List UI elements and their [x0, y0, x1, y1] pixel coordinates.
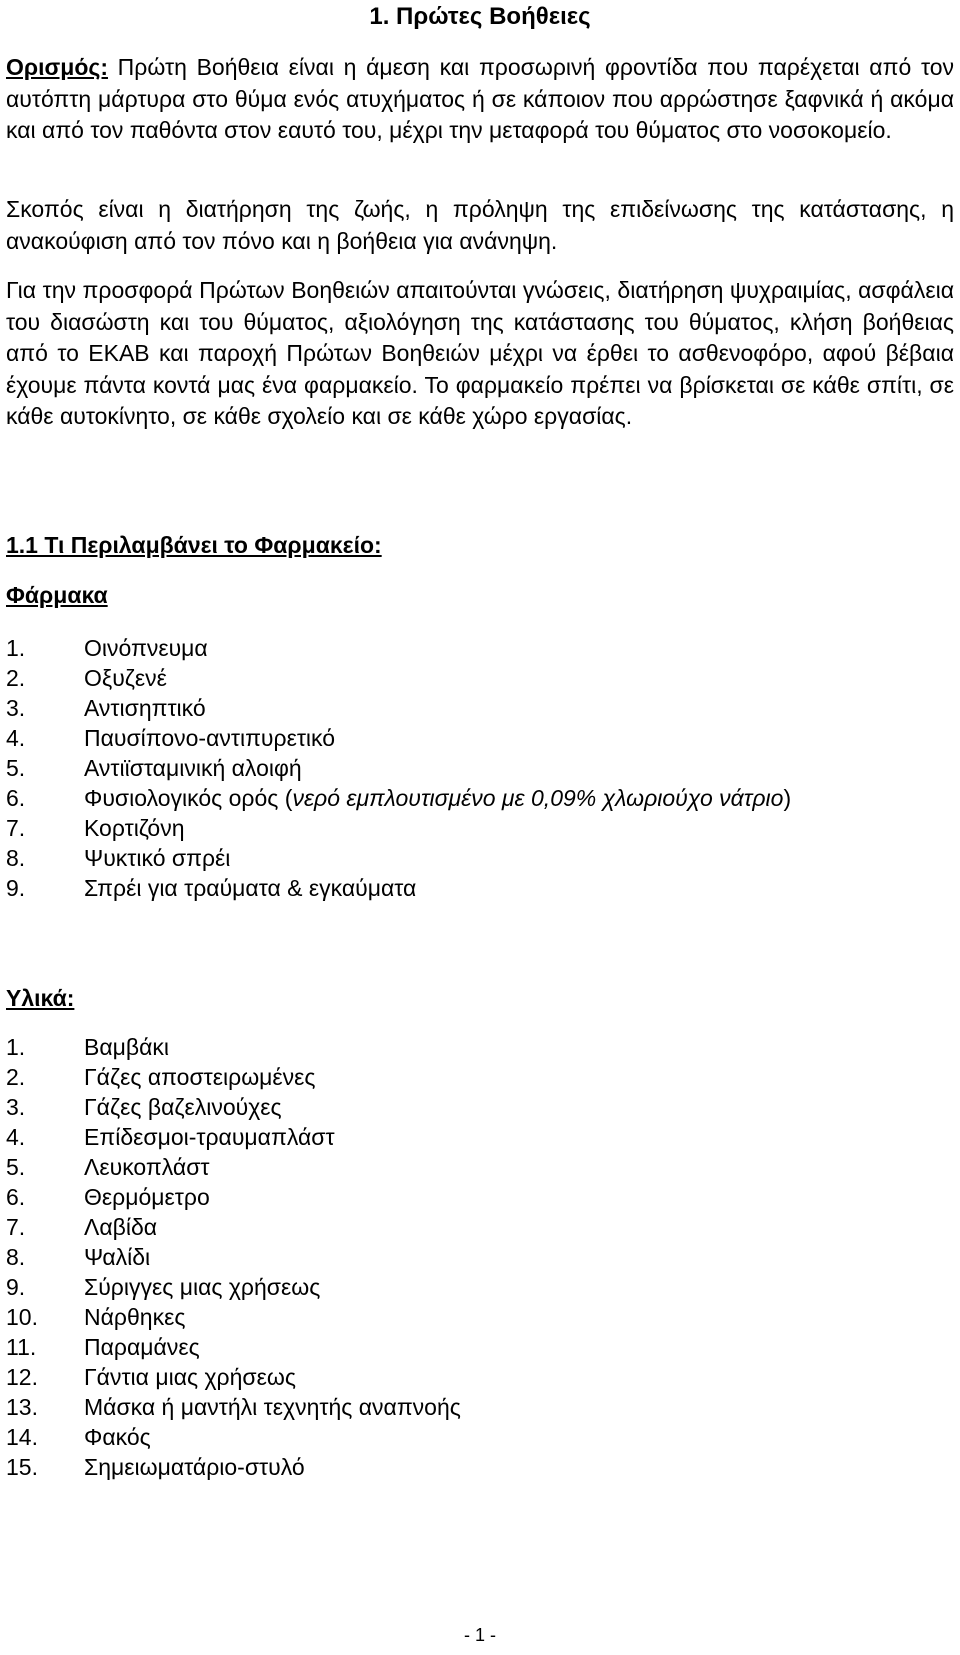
list-item — [6, 843, 791, 873]
list-item-number: 5. — [6, 755, 26, 781]
list-item-note: νερό εμπλουτισμένο με 0,09% χλωριούχο νάτριο — [292, 785, 784, 811]
list-item — [6, 1242, 461, 1272]
list-item-text: Σύριγγες μιας χρήσεως — [84, 1274, 321, 1300]
list-item — [6, 663, 791, 693]
list-item-text: Ψαλίδι — [84, 1244, 151, 1270]
list-item-number: 4. — [6, 725, 26, 751]
definition-label: Ορισμός: — [6, 54, 108, 80]
list-item-number: 1. — [6, 635, 26, 661]
list-item — [6, 1092, 461, 1122]
list-item-number: 11. — [6, 1334, 37, 1360]
list-item-text: Φακός — [84, 1424, 151, 1450]
list-item-text: Γάντια μιας χρήσεως — [84, 1364, 296, 1390]
list-item-text: Γάζες αποστειρωμένες — [84, 1064, 316, 1090]
list-item — [6, 1452, 461, 1482]
list-item — [6, 873, 791, 903]
list-item-text: Λαβίδα — [84, 1214, 158, 1240]
list-item — [6, 753, 791, 783]
list-item — [6, 1332, 461, 1362]
list-item-number: 13. — [6, 1394, 38, 1420]
list-item — [6, 1272, 461, 1302]
list-item — [6, 1152, 461, 1182]
list-item-number: 5. — [6, 1154, 26, 1180]
materials-heading: Υλικά: — [6, 985, 75, 1011]
list-item — [6, 1182, 461, 1212]
list-item-suffix: ) — [783, 785, 792, 811]
list-item-number: 3. — [6, 1094, 26, 1120]
section-heading: 1.1 Τι Περιλαμβάνει το Φαρμακείο: — [6, 532, 382, 558]
list-item-number: 1. — [6, 1034, 26, 1060]
list-item-number: 10. — [6, 1304, 38, 1330]
list-item — [6, 783, 791, 813]
list-item-text: Παυσίπονο-αντιπυρετικό — [84, 725, 336, 751]
list-item-text: Λευκοπλάστ — [84, 1154, 210, 1180]
list-item — [6, 1122, 461, 1152]
purpose-paragraph: Σκοπός είναι η διατήρηση της ζωής, η πρόληψη της επιδείνωσης της κατάστασης, η ανακούφιση από τον πόνο και η βοήθεια για ανάνηψη. — [6, 196, 954, 254]
list-item-number: 12. — [6, 1364, 38, 1390]
list-item-number: 3. — [6, 695, 26, 721]
list-item-number: 9. — [6, 875, 26, 901]
list-item-number: 7. — [6, 1214, 26, 1240]
page-number: - 1 - — [463, 1625, 496, 1645]
list-item-text: Νάρθηκες — [84, 1304, 186, 1330]
list-item-text: Κορτιζόνη — [84, 815, 185, 841]
list-item-number: 8. — [6, 1244, 26, 1270]
list-item-number: 6. — [6, 1184, 26, 1210]
list-item — [6, 1062, 461, 1092]
list-item-text: Αντιϊσταμινική αλοιφή — [84, 755, 302, 781]
list-item-text: Γάζες βαζελινούχες — [84, 1094, 282, 1120]
list-item — [6, 813, 791, 843]
list-item — [6, 1032, 461, 1062]
list-item — [6, 1392, 461, 1422]
list-item-text: Επίδεσμοι-τραυμαπλάστ — [84, 1124, 335, 1150]
list-item-text: Οινόπνευμα — [84, 635, 208, 661]
definition-paragraph — [6, 52, 954, 147]
list-item-text: Αντισηπτικό — [84, 695, 206, 721]
list-item-number: 15. — [6, 1454, 38, 1480]
list-item-number: 14. — [6, 1424, 38, 1450]
list-item-text: Βαμβάκι — [84, 1034, 170, 1060]
materials-list — [6, 1032, 461, 1482]
list-item-number: 4. — [6, 1124, 26, 1150]
list-item-text: Φυσιολογικός ορός ( — [84, 785, 293, 811]
list-item-number: 8. — [6, 845, 26, 871]
list-item-text: Σημειωματάριο-στυλό — [84, 1454, 305, 1480]
list-item — [6, 633, 791, 663]
list-item — [6, 1212, 461, 1242]
list-item — [6, 1362, 461, 1392]
medicines-list — [6, 633, 791, 903]
list-item-text: Θερμόμετρο — [84, 1184, 210, 1210]
list-item-number: 2. — [6, 1064, 26, 1090]
list-item-number: 2. — [6, 665, 26, 691]
list-item-text: Σπρέι για τραύματα & εγκαύματα — [84, 875, 417, 901]
list-item — [6, 723, 791, 753]
list-item — [6, 1302, 461, 1332]
definition-text: Πρώτη Βοήθεια είναι η άμεση και προσωρινή φροντίδα που παρέχεται από τον αυτόπτη μάρτυρα στο θύμα ενός ατυχήματος ή σε κάποιον που αρρώστησε ξαφνικά ή ακόμα και από τον παθόντα στον εαυτό του, μέχρι την μεταφορά του θύματος στο νοσοκομείο. — [6, 54, 954, 143]
page-title: 1. Πρώτες Βοήθειες — [369, 3, 591, 30]
list-item — [6, 1422, 461, 1452]
list-item-text: Ψυκτικό σπρέι — [84, 845, 231, 871]
list-item-number: 6. — [6, 785, 26, 811]
list-item — [6, 693, 791, 723]
list-item-text: Παραμάνες — [84, 1334, 200, 1360]
list-item-number: 7. — [6, 815, 26, 841]
list-item-text: Μάσκα ή μαντήλι τεχνητής αναπνοής — [84, 1394, 461, 1420]
medicines-heading: Φάρμακα — [6, 582, 108, 608]
requirements-paragraph: Για την προσφορά Πρώτων Βοηθειών απαιτούνται γνώσεις, διατήρηση ψυχραιμίας, ασφάλεια του διασώστη και του θύματος, αξιολόγηση της κατάστασης του θύματος, κλήση βοήθειας από το ΕΚΑΒ και παροχή Πρώτων Βοηθειών μέχρι να έρθει το ασθενοφόρο, αφού βέβαια έχουμε πάντα κοντά μας ένα φαρμακείο. Το φαρμακείο πρέπει να βρίσκεται σε κάθε σπίτι, σε κάθε αυτοκίνητο, σε κάθε σχολείο και σε κάθε χώρο εργασίας. — [6, 277, 954, 429]
list-item-number: 9. — [6, 1274, 26, 1300]
list-item-text: Οξυζενέ — [84, 665, 167, 691]
